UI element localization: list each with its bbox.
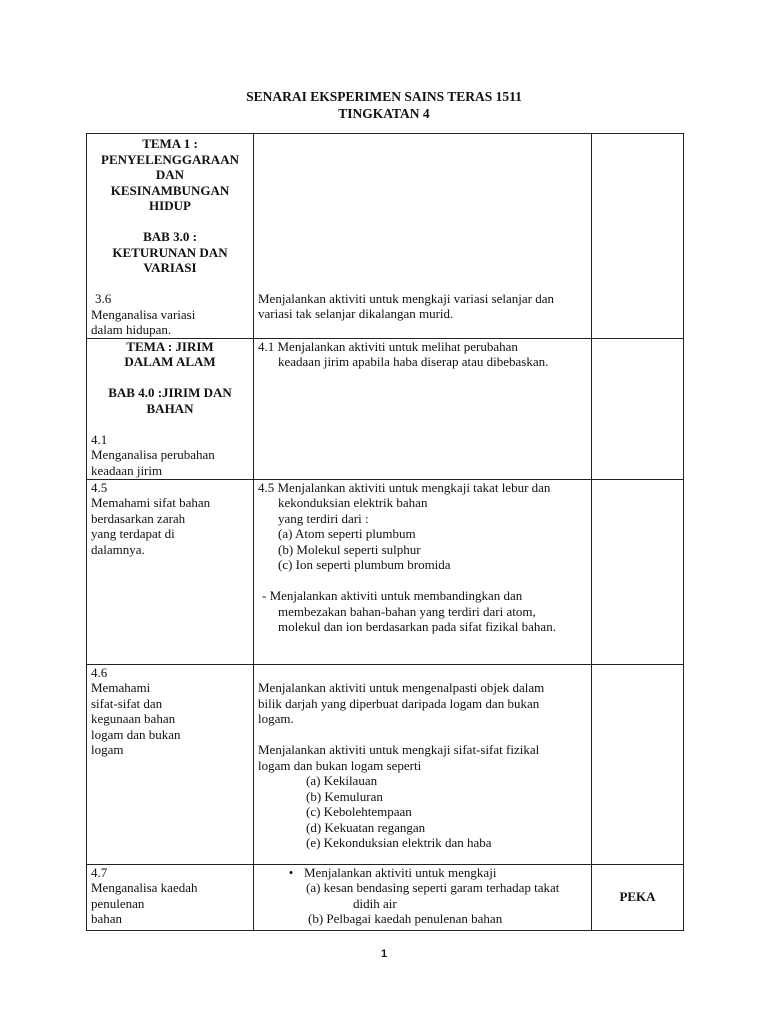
status-cell xyxy=(592,134,684,339)
topic-line: Memahami sifat bahan xyxy=(91,495,211,510)
status-cell xyxy=(592,864,684,930)
activity-line: Menjalankan aktiviti untuk mengenalpasti objek dalam xyxy=(258,680,545,695)
topic-line: bahan xyxy=(91,911,123,926)
activity-line: Menjalankan aktiviti untuk mengkaji sifat-sifat fizikal xyxy=(258,742,540,757)
topic-line: yang terdapat di xyxy=(91,526,175,541)
topic-line: Menganalisa perubahan xyxy=(91,447,215,462)
table-row xyxy=(87,664,684,864)
table-row xyxy=(87,479,684,664)
topic-line: dalamnya. xyxy=(91,541,145,557)
topic-line: penulenan xyxy=(91,895,145,911)
list-item: (a) Kekilauan xyxy=(306,773,378,788)
document-title: SENARAI EKSPERIMEN SAINS TERAS 1511 xyxy=(246,89,522,104)
activity-line: membezakan bahan-bahan yang terdiri dari atom, xyxy=(278,603,536,619)
topic-number: 3.6 xyxy=(95,291,112,306)
activity-cell xyxy=(254,338,592,479)
page-number: 1 xyxy=(380,948,388,960)
activity-cell xyxy=(254,479,592,664)
topic-line: Menganalisa variasi xyxy=(91,306,196,322)
bullet-icon: • xyxy=(288,864,294,880)
status-cell xyxy=(592,664,684,864)
document-subtitle: TINGKATAN 4 xyxy=(338,106,430,121)
activity-cell xyxy=(254,864,592,930)
topic-cell xyxy=(87,479,254,664)
activity-line: 4.1 Menjalankan aktiviti untuk melihat perubahan xyxy=(258,338,518,354)
list-item: (a) kesan bendasing seperti garam terhadap takat xyxy=(306,880,560,895)
topic-cell xyxy=(87,134,254,339)
activity-line: logam. xyxy=(258,711,294,726)
status-cell xyxy=(592,338,684,479)
topic-line: keadaan jirim xyxy=(91,462,163,478)
peka-label: PEKA xyxy=(619,889,656,905)
activity-line: kekonduksian elektrik bahan xyxy=(278,495,428,510)
activity-line: Menjalankan aktiviti untuk mengkaji xyxy=(304,864,497,880)
list-item: (c) Kebolehtempaan xyxy=(306,804,412,819)
bab-line: BAHAN xyxy=(146,400,194,416)
topic-line: berdasarkan zarah xyxy=(91,510,186,526)
experiment-table xyxy=(86,133,684,931)
activity-line: logam dan bukan logam seperti xyxy=(258,757,422,773)
topic-number: 4.5 xyxy=(91,479,108,495)
list-item: (a) Atom seperti plumbum xyxy=(278,526,416,541)
topic-cell xyxy=(87,338,254,479)
table-row xyxy=(87,338,684,479)
tema-line: HIDUP xyxy=(149,198,191,213)
activity-line: bilik darjah yang diperbuat daripada logam dan bukan xyxy=(258,695,540,711)
list-item: (d) Kekuatan regangan xyxy=(306,819,426,835)
topic-number: 4.7 xyxy=(91,864,108,880)
tema-line: DALAM ALAM xyxy=(124,354,216,369)
list-item: (e) Kekonduksian elektrik dan haba xyxy=(306,835,492,850)
bab-line: VARIASI xyxy=(143,260,197,275)
list-item: (c) Ion seperti plumbum bromida xyxy=(278,557,451,572)
bab-line: BAB 3.0 : xyxy=(143,229,197,244)
list-item: didih air xyxy=(353,895,397,911)
tema-line: KESINAMBUNGAN xyxy=(110,182,230,198)
bab-line: KETURUNAN DAN xyxy=(112,244,228,260)
tema-line: PENYELENGGARAAN xyxy=(101,151,239,167)
list-item: (b) Pelbagai kaedah penulenan bahan xyxy=(308,911,503,926)
activity-line: yang terdiri dari : xyxy=(278,510,369,526)
tema-line: DAN xyxy=(155,167,185,182)
topic-line: Memahami xyxy=(91,680,151,695)
topic-cell xyxy=(87,664,254,864)
list-item: (b) Molekul seperti sulphur xyxy=(278,541,421,557)
activity-line: variasi tak selanjar dikalangan murid. xyxy=(258,306,454,321)
topic-line: logam xyxy=(91,742,124,757)
activity-line: molekul dan ion berdasarkan pada sifat fizikal bahan. xyxy=(278,619,556,634)
topic-line: sifat-sifat dan xyxy=(91,695,163,711)
table-row xyxy=(87,864,684,930)
activity-line: keadaan jirim apabila haba diserap atau dibebaskan. xyxy=(278,354,549,369)
activity-cell xyxy=(254,134,592,339)
topic-line: logam dan bukan xyxy=(91,726,181,742)
list-item: (b) Kemuluran xyxy=(306,788,383,804)
tema-line: TEMA 1 : xyxy=(142,136,198,151)
topic-cell xyxy=(87,864,254,930)
topic-number: 4.6 xyxy=(91,664,108,680)
table-row xyxy=(87,134,684,339)
topic-line: Menganalisa kaedah xyxy=(91,880,198,895)
tema-line: TEMA : JIRIM xyxy=(126,338,214,354)
activity-line: - Menjalankan aktiviti untuk membandingkan dan xyxy=(262,588,523,603)
topic-line: dalam hidupan. xyxy=(91,322,172,337)
activity-line: Menjalankan aktiviti untuk mengkaji variasi selanjar dan xyxy=(258,290,555,306)
topic-line: kegunaan bahan xyxy=(91,711,176,726)
activity-line: 4.5 Menjalankan aktiviti untuk mengkaji takat lebur dan xyxy=(258,479,551,495)
topic-number: 4.1 xyxy=(91,431,108,447)
bab-line: BAB 4.0 :JIRIM DAN xyxy=(108,385,232,400)
status-cell xyxy=(592,479,684,664)
activity-cell xyxy=(254,664,592,864)
